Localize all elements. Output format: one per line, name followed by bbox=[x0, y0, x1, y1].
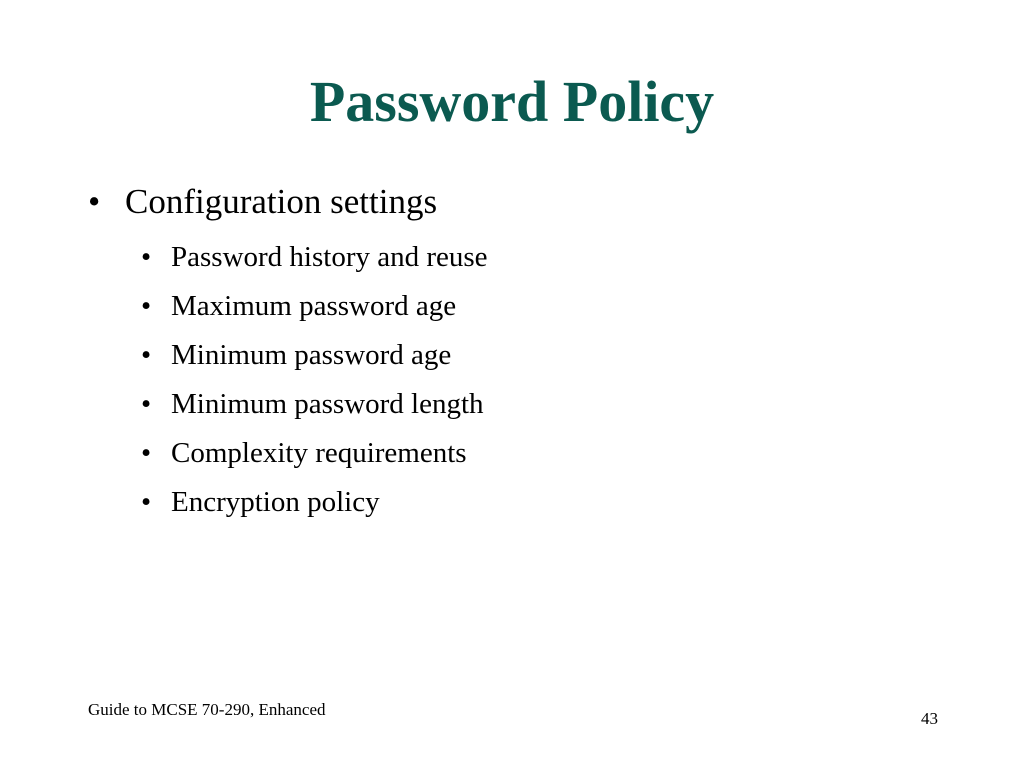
bullet-icon: • bbox=[141, 437, 152, 469]
sub-bullet-item bbox=[141, 233, 488, 282]
bullet-icon: • bbox=[88, 182, 101, 221]
sub-bullet-list bbox=[141, 233, 488, 527]
sub-bullet-item bbox=[141, 429, 488, 478]
sub-bullet-item bbox=[141, 282, 488, 331]
sub-bullet-text: Minimum password length bbox=[171, 388, 484, 420]
sub-bullet-item bbox=[141, 478, 488, 527]
slide-title: Password Policy bbox=[309, 69, 715, 134]
bullet-icon: • bbox=[141, 486, 152, 518]
bullet-icon: • bbox=[141, 241, 152, 273]
sub-bullet-text: Password history and reuse bbox=[171, 241, 488, 273]
bullet-icon: • bbox=[141, 388, 152, 420]
sub-bullet-text: Encryption policy bbox=[171, 486, 380, 518]
footer-course-title: Guide to MCSE 70-290, Enhanced bbox=[88, 700, 326, 719]
sub-bullet-item bbox=[141, 380, 488, 429]
bullet-item-main bbox=[88, 180, 437, 224]
sub-bullet-text: Maximum password age bbox=[171, 290, 457, 322]
bullet-item-main-text: Configuration settings bbox=[125, 182, 438, 221]
sub-bullet-text: Minimum password age bbox=[171, 339, 452, 371]
bullet-icon: • bbox=[141, 290, 152, 322]
page-number: 43 bbox=[921, 709, 938, 728]
sub-bullet-item bbox=[141, 331, 488, 380]
sub-bullet-text: Complexity requirements bbox=[171, 437, 467, 469]
bullet-icon: • bbox=[141, 339, 152, 371]
